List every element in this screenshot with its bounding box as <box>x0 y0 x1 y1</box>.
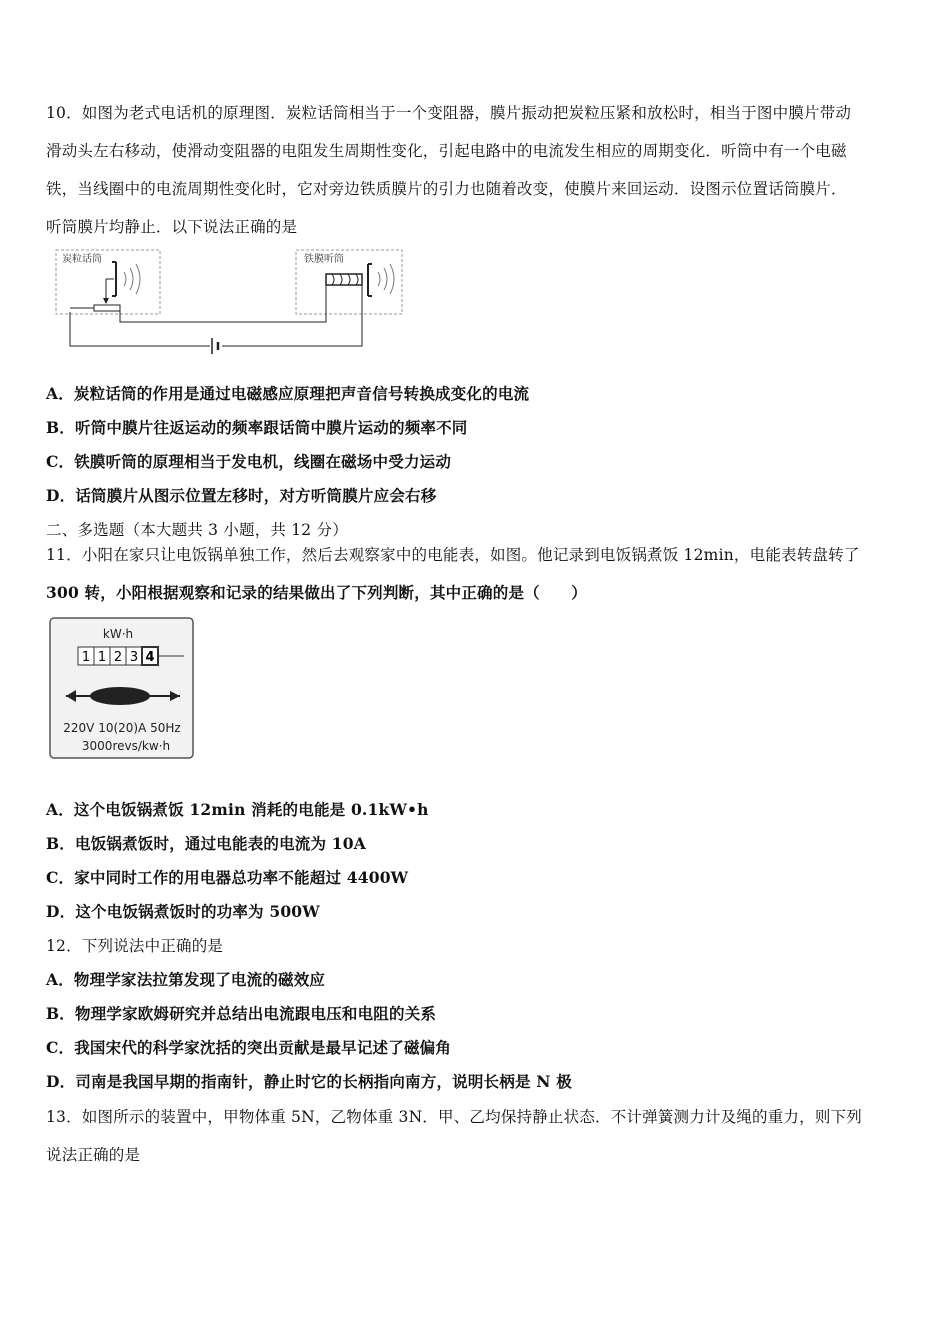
q12-option-a: A．物理学家法拉第发现了电流的磁效应 <box>46 970 326 989</box>
q12-option-b: B．物理学家欧姆研究并总结出电流跟电压和电阻的关系 <box>46 1004 437 1023</box>
q11-stem-line-2: 300 转，小阳根据观察和记录的结果做出了下列判断，其中正确的是（ ） <box>46 583 587 602</box>
q10-option-c: C．铁膜听筒的原理相当于发电机，线圈在磁场中受力运动 <box>46 452 452 471</box>
rheostat <box>94 305 120 311</box>
meter-digit-4: 3 <box>129 650 139 665</box>
meter-digit-1: 1 <box>81 650 91 665</box>
earpiece-sound-waves-icon <box>378 264 394 294</box>
electricity-meter-figure <box>48 616 196 762</box>
q10-option-b: B．听筒中膜片往返运动的频率跟话筒中膜片运动的频率不同 <box>46 418 468 437</box>
q10-option-a: A．炭粒话筒的作用是通过电磁感应原理把声音信号转换成变化的电流 <box>46 384 530 403</box>
q12-stem: 12．下列说法中正确的是 <box>46 937 224 955</box>
q10-option-d: D．话筒膜片从图示位置左移时，对方听筒膜片应会右移 <box>46 486 437 505</box>
q10-stem-line-2: 滑动头左右移动，使滑动变阻器的电阻发生周期性变化，引起电路中的电流发生相应的周期变化．听筒中有一个电磁 <box>46 142 847 160</box>
q12-option-d: D．司南是我国早期的指南针，静止时它的长柄指向南方，说明长柄是 N 极 <box>46 1072 572 1091</box>
q12-option-c: C．我国宋代的科学家沈括的突出贡献是最早记述了磁偏角 <box>46 1038 452 1057</box>
section-heading: 二、多选题（本大题共 3 小题，共 12 分） <box>46 521 348 539</box>
q11-stem-line-1: 11．小阳在家只让电饭锅单独工作，然后去观察家中的电能表，如图。他记录到电饭锅煮饭 12min，电能表转盘转了 <box>46 546 860 564</box>
q10-stem-line-3: 铁，当线圈中的电流周期性变化时，它对旁边铁质膜片的引力也随着改变，使膜片来回运动．设图示位置话筒膜片． <box>46 180 847 198</box>
meter-unit: kW·h <box>102 627 134 641</box>
earpiece-diaphragm <box>368 264 372 296</box>
mic-sound-waves-icon <box>124 264 140 294</box>
q11-option-c: C．家中同时工作的用电器总功率不能超过 4400W <box>46 868 409 887</box>
q11-option-d: D．这个电饭锅煮饭时的功率为 500W <box>46 902 320 921</box>
meter-spec-line-1: 220V 10(20)A 50Hz <box>63 721 181 735</box>
q10-stem-line-1: 10．如图为老式电话机的原理图．炭粒话筒相当于一个变阻器，膜片振动把炭粒压紧和放松时，相当于图中膜片带动 <box>46 104 852 122</box>
microphone-label: 炭粒话筒 <box>62 254 102 265</box>
meter-spec-line-2: 3000revs/kw·h <box>81 739 171 753</box>
meter-digit-5: 4 <box>145 650 155 665</box>
q10-stem-line-4: 听筒膜片均静止．以下说法正确的是 <box>46 218 298 236</box>
meter-digit-3: 2 <box>113 650 123 665</box>
q13-stem-line-1: 13．如图所示的装置中，甲物体重 5N，乙物体重 3N．甲、乙均保持静止状态．不计弹簧测力计及绳的重力，则下列 <box>46 1108 862 1126</box>
slider-arrow-icon <box>103 298 109 304</box>
wire-left <box>70 312 210 346</box>
telephone-circuit-figure <box>50 246 410 356</box>
q13-stem-line-2: 说法正确的是 <box>46 1146 141 1164</box>
wire-middle <box>120 282 326 322</box>
earpiece-label: 铁膜听筒 <box>304 254 344 265</box>
q11-option-a: A．这个电饭锅煮饭 12min 消耗的电能是 0.1kW•h <box>46 800 429 819</box>
meter-digit-2: 1 <box>97 650 107 665</box>
q11-option-b: B．电饭锅煮饭时，通过电能表的电流为 10A <box>46 834 366 853</box>
